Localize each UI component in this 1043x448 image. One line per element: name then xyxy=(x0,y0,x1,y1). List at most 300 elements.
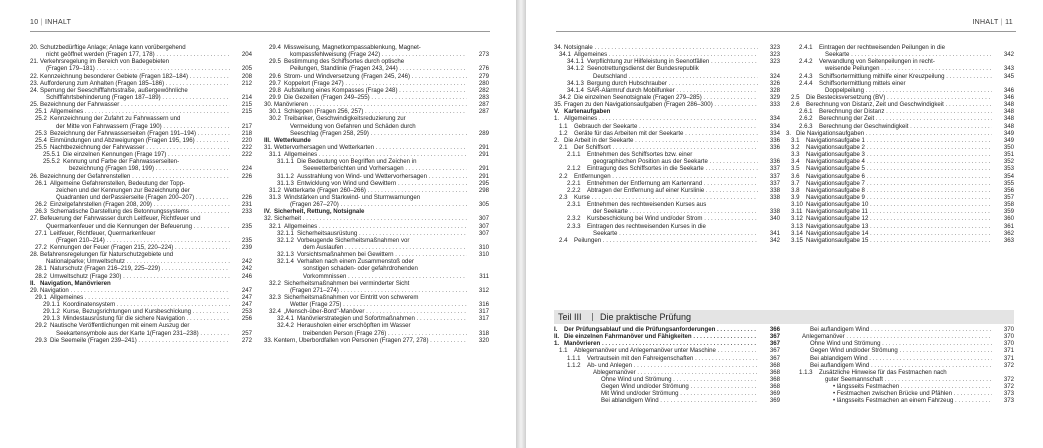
toc-entry-number: 24. xyxy=(30,86,39,94)
toc-entry-number: 1. xyxy=(554,115,560,123)
toc-entry-title: nicht geöffnet werden (Fragen 177, 178) . . . xyxy=(46,51,230,58)
toc-entry xyxy=(264,87,489,94)
toc-entry-page: 371 xyxy=(1003,354,1014,362)
toc-entry-number: 28.2 xyxy=(35,272,47,280)
toc-entry-number: IV. xyxy=(264,208,271,216)
toc-entry-number: 32.3 xyxy=(269,293,281,301)
toc-entry-title: Navigationsaufgabe 4 . . . xyxy=(806,158,992,165)
toc-entry-number: 26.3 xyxy=(35,208,47,216)
toc-entry-page: 323 xyxy=(769,51,780,59)
toc-entry-number: 2.4.2 xyxy=(799,58,813,66)
toc-entry xyxy=(30,258,252,265)
toc-entry-number: 25.5 xyxy=(35,143,47,151)
toc-entry xyxy=(786,130,1014,137)
toc-entry-page: 349 xyxy=(1003,129,1014,137)
toc-entry-title: Navigationsaufgabe 15 . . . xyxy=(806,237,992,244)
toc-entry-page: 357 xyxy=(1003,193,1014,201)
toc-entry-title: Die Gezeiten (Fragen 249–255) . . . xyxy=(284,94,467,101)
toc-entry-number: 35. xyxy=(554,101,563,109)
toc-entry-title: Ohne Wind und Strömung . . . xyxy=(601,376,758,383)
toc-entry-title: Bei auflandigem Wind . . . xyxy=(810,326,992,333)
toc-entry-title: Sicherheit . . . xyxy=(274,215,467,222)
toc-entry-number: 25.5.2 xyxy=(43,158,60,166)
toc-entry-page: 329 xyxy=(769,93,780,101)
toc-entry xyxy=(264,108,489,115)
toc-entry-title: Vorbeugende Sicherheitsmaßnahmen vor xyxy=(297,236,410,244)
toc-entry-title: SAR-Alarmruf durch Mobilfunker . . . xyxy=(587,87,758,94)
toc-entry-number: 28. xyxy=(30,251,39,259)
toc-entry-number: 26. xyxy=(30,172,39,180)
toc-entry-number: 28.1 xyxy=(35,265,47,273)
toc-entry-page: 367 xyxy=(769,354,780,362)
toc-entry-number: 30.1 xyxy=(269,108,281,116)
toc-entry-page: 367 xyxy=(769,333,780,341)
toc-entry-page: 352 xyxy=(1003,158,1014,166)
toc-entry xyxy=(786,208,1014,215)
toc-entry-title: Seekarte . . . xyxy=(825,51,992,58)
toc-column-6 xyxy=(786,326,1014,405)
toc-entry-title: Schutzbedürftige Anlage; Anlage kann vorübergehend xyxy=(40,44,186,51)
toc-entry-page: 336 xyxy=(769,136,780,144)
toc-entry-number: 3.12 xyxy=(791,215,803,223)
toc-entry xyxy=(554,158,780,165)
toc-entry xyxy=(786,340,1014,347)
toc-entry-title: Seekarte . . . xyxy=(593,230,758,237)
toc-entry-page: 348 xyxy=(1003,101,1014,109)
toc-entry-title: Die Bedeutung von Begriffen und Zeichen in xyxy=(297,158,417,166)
toc-entry-title: Eintragung des Schiffsortes in die Seekarte . . . xyxy=(587,165,758,172)
toc-entry-title: Eintragen des rechtweisenden Kurses in die xyxy=(587,222,706,230)
toc-entry-page: 318 xyxy=(478,329,489,337)
toc-entry-number: 2.6.3 xyxy=(799,122,813,130)
toc-entry-title: Navigationsaufgabe 9 . . . xyxy=(806,194,992,201)
toc-entry-page: 247 xyxy=(241,286,252,294)
toc-entry xyxy=(30,73,252,80)
toc-entry-page: 305 xyxy=(478,201,489,209)
toc-entry-number: 31.1 xyxy=(269,151,281,159)
toc-entry xyxy=(786,165,1014,172)
toc-entry-page: 373 xyxy=(1003,397,1014,405)
toc-entry-title: dem Auslaufen . . . xyxy=(303,244,467,251)
toc-entry xyxy=(554,215,780,222)
toc-entry-title: Ab- und Anlegen . . . xyxy=(587,362,758,369)
toc-entry-title: Navigationsaufgabe 12 . . . xyxy=(806,215,992,222)
toc-entry-page: 367 xyxy=(769,340,780,348)
toc-entry-title: Entnehmen der Entfernung am Kartenrand . . . xyxy=(587,180,758,187)
toc-entry-number: 32.1.2 xyxy=(277,236,294,244)
toc-entry xyxy=(786,151,1014,158)
toc-entry-title: weisende Peilungen . . . xyxy=(825,65,992,72)
toc-entry-title: (Fragen 271–274) . . . xyxy=(290,287,467,294)
toc-entry-title: Mindestausrüstung für die sichere Navigation . . . xyxy=(63,315,230,322)
toc-entry-page: 316 xyxy=(478,301,489,309)
toc-entry-title: Navigationsaufgabe 7 . . . xyxy=(806,180,992,187)
toc-column-2 xyxy=(264,44,489,344)
toc-entry-number: 1.1.3 xyxy=(799,368,813,376)
right-header-rule xyxy=(556,31,1016,32)
toc-entry xyxy=(30,301,252,308)
toc-entry-number: 29.7 xyxy=(269,79,281,87)
toc-entry-page: 226 xyxy=(241,193,252,201)
toc-entry-number: 29. xyxy=(30,286,39,294)
toc-column-5 xyxy=(554,326,780,405)
toc-entry xyxy=(554,137,780,144)
toc-entry xyxy=(786,326,1014,333)
toc-entry xyxy=(264,123,489,130)
toc-entry xyxy=(30,322,252,329)
toc-entry-page: 358 xyxy=(1003,201,1014,209)
toc-entry-title: Bergung durch Hubschrauber . . . xyxy=(587,80,758,87)
toc-entry xyxy=(554,397,780,404)
toc-entry-title: Befahrensregelungen für Naturschutzgebiete und xyxy=(40,251,174,259)
toc-entry xyxy=(30,273,252,280)
toc-entry-number: 2.3.2 xyxy=(567,215,581,223)
toc-entry-number: 34.1 xyxy=(559,51,571,59)
toc-entry-number: 3.4 xyxy=(791,158,800,166)
toc-entry-title: Berechnung der Geschwindigkeit . . . xyxy=(819,123,992,130)
toc-entry-page: 353 xyxy=(1003,165,1014,173)
toc-entry-page: 328 xyxy=(769,86,780,94)
toc-entry-page: 212 xyxy=(241,79,252,87)
toc-entry-number: 3.6 xyxy=(791,172,800,180)
toc-entry-title: Der Schiffsort . . . xyxy=(574,144,758,151)
toc-entry xyxy=(30,165,252,172)
toc-entry xyxy=(786,65,1014,72)
toc-entry xyxy=(786,333,1014,340)
toc-entry-page: 307 xyxy=(478,215,489,223)
toc-entry xyxy=(264,94,489,101)
toc-entry-number: 29.6 xyxy=(269,72,281,80)
toc-entry-number: 34. xyxy=(554,44,563,51)
toc-entry-page: 283 xyxy=(478,93,489,101)
toc-entry-title: geographischen Position aus der Seekarte . . . xyxy=(593,158,758,165)
toc-entry-number: 33. xyxy=(264,336,273,344)
toc-entry-page: 369 xyxy=(769,390,780,398)
toc-entry-number: 3.9 xyxy=(791,193,800,201)
toc-entry-page: 343 xyxy=(1003,65,1014,73)
toc-entry xyxy=(264,201,489,208)
toc-entry-title: Allgemeines . . . xyxy=(574,51,758,58)
toc-entry-title: der Seekarte . . . xyxy=(593,208,758,215)
toc-entry-number: 27.1 xyxy=(35,229,47,237)
toc-entry-page: 235 xyxy=(241,222,252,230)
toc-entry xyxy=(786,51,1014,58)
toc-entry xyxy=(264,230,489,237)
toc-entry-title: Naturschutz (Fragen 216–219, 225–229) . . . xyxy=(50,265,230,272)
left-page-number: 10 xyxy=(30,19,39,26)
toc-entry-number: 1.1.1 xyxy=(567,354,581,362)
toc-entry-page: 338 xyxy=(769,208,780,216)
toc-entry xyxy=(786,80,1014,87)
toc-entry-title: (Fragen 210–214) . . . xyxy=(56,237,230,244)
toc-entry-page: 218 xyxy=(241,129,252,137)
toc-entry xyxy=(554,237,780,244)
toc-entry-number: 34.1.1 xyxy=(567,58,584,66)
toc-entry xyxy=(554,101,780,108)
toc-entry-number: 1.1 xyxy=(559,347,568,355)
toc-entry-title: Vorsichtsmaßnahmen bei Gewittern . . . xyxy=(297,251,467,258)
toc-entry-page: 338 xyxy=(769,186,780,194)
toc-entry-title: Bei ablandigem Wind . . . xyxy=(601,397,758,404)
toc-entry-number: 25.1 xyxy=(35,108,47,116)
toc-entry-page: 367 xyxy=(769,347,780,355)
toc-entry-page: 359 xyxy=(1003,208,1014,216)
toc-entry-page: 224 xyxy=(241,165,252,173)
toc-entry-number: 2.1.2 xyxy=(567,165,581,173)
toc-entry-page: 287 xyxy=(478,101,489,109)
toc-entry-title: der Mitte von Fahrwassern (Frage 190) . . . xyxy=(56,123,230,130)
toc-entry-number: 32.1.1 xyxy=(277,229,294,237)
toc-entry-title: Abtragen der Entfernung auf einer Kurslinie . . . xyxy=(587,187,758,194)
toc-entry-title: Schleppen (Fragen 256, 257) . . . xyxy=(284,108,467,115)
toc-entry xyxy=(786,94,1014,101)
toc-entry xyxy=(554,390,780,397)
toc-entry-title: Nationalparke; Umweltschutz . . . xyxy=(46,258,230,265)
toc-entry-number: 25.3 xyxy=(35,129,47,137)
left-page xyxy=(0,0,516,448)
toc-entry xyxy=(786,173,1014,180)
toc-column-3 xyxy=(554,44,780,244)
toc-entry-page: 368 xyxy=(769,375,780,383)
toc-entry xyxy=(30,337,252,344)
toc-entry-number: 31.3 xyxy=(269,193,281,201)
toc-entry xyxy=(786,362,1014,369)
toc-entry xyxy=(30,151,252,158)
toc-entry-page: 337 xyxy=(769,179,780,187)
toc-entry xyxy=(554,187,780,194)
toc-entry-number: 34.1.3 xyxy=(567,79,584,87)
toc-entry xyxy=(30,251,252,258)
toc-entry xyxy=(30,201,252,208)
toc-entry-page: 350 xyxy=(1003,143,1014,151)
toc-entry-title: Bestimmung des Schiffsortes durch optische xyxy=(284,58,405,66)
toc-entry-number: 32.1.3 xyxy=(277,251,294,259)
toc-entry-page: 214 xyxy=(241,93,252,101)
toc-entry xyxy=(30,308,252,315)
toc-entry-title: Treibanker, Geschwindigkeitsreduzierung zur xyxy=(284,115,406,123)
toc-entry xyxy=(264,215,489,222)
toc-entry-title: Aufstellung eines Kompasses (Frage 248) . . . xyxy=(284,87,467,94)
toc-entry-number: 3.3 xyxy=(791,151,800,159)
toc-entry-title: Ablegemanöver . . . xyxy=(593,369,758,376)
toc-entry xyxy=(264,208,489,215)
toc-entry-page: 334 xyxy=(769,115,780,123)
toc-entry-title: Entnehmen des rechtweisenden Kurses aus xyxy=(587,201,707,209)
toc-entry-title: treibenden Person (Frage 276) . . . xyxy=(303,330,467,337)
toc-entry-title: Die Bestecksversetzung (BV) . . . xyxy=(806,94,992,101)
toc-entry xyxy=(554,94,780,101)
toc-entry-title: Peilungen . . . xyxy=(574,237,758,244)
toc-entry xyxy=(554,44,780,51)
toc-entry-number: 25. xyxy=(30,101,39,109)
toc-entry-number: 27. xyxy=(30,215,39,223)
toc-entry-page: 349 xyxy=(1003,136,1014,144)
toc-entry-title: Navigationsaufgabe 5 . . . xyxy=(806,165,992,172)
toc-entry-number: 2.6.1 xyxy=(799,108,813,116)
toc-entry xyxy=(786,44,1014,51)
toc-entry-page: 346 xyxy=(1003,86,1014,94)
toc-entry-number: 34.1.2 xyxy=(567,65,584,73)
toc-entry-page: 368 xyxy=(769,361,780,369)
toc-entry xyxy=(554,165,780,172)
toc-entry-number: 2. xyxy=(554,136,560,144)
toc-entry xyxy=(264,137,489,144)
toc-entry-title: Kentern, Überbordfallen von Personen (Fragen 277, 278) . . . xyxy=(274,337,467,344)
toc-entry xyxy=(554,376,780,383)
toc-entry-title: Vorkommnissen . . . xyxy=(303,273,467,280)
toc-entry-number: 31. xyxy=(264,143,273,151)
toc-entry-number: 20. xyxy=(30,44,39,51)
toc-entry-page: 317 xyxy=(478,315,489,323)
toc-entry-title: Allgemeines . . . xyxy=(50,108,230,115)
section-heading xyxy=(554,306,1014,326)
toc-entry xyxy=(554,73,780,80)
toc-entry-number: 25.5.1 xyxy=(43,151,60,159)
toc-entry-title: Kennzeichnung besonderer Gebiete (Fragen 182–184) . . . xyxy=(40,73,230,80)
toc-entry-page: 222 xyxy=(241,151,252,159)
toc-entry-title: Mit Wind und/oder Strömung . . . xyxy=(601,390,758,397)
toc-entry-page: 370 xyxy=(1003,326,1014,333)
toc-entry xyxy=(264,44,489,51)
toc-entry-title: Aufforderung zum Anhalten (Fragen 185–186) . . . xyxy=(40,80,230,87)
right-page xyxy=(526,0,1043,448)
toc-entry-title: Seekartensymbole aus der Karte 1(Fragen 231–238) . . . xyxy=(56,330,230,337)
toc-entry-number: 25.2 xyxy=(35,115,47,123)
toc-entry-number: 31.2 xyxy=(269,186,281,194)
toc-entry xyxy=(30,223,252,230)
toc-entry xyxy=(554,201,780,208)
toc-entry-title: Kursbeschickung bei Wind und/oder Strom . . . xyxy=(587,215,758,222)
toc-entry-number: 26.2 xyxy=(35,201,47,209)
toc-entry-page: 287 xyxy=(478,108,489,116)
toc-entry-title: Zusätzliche Hinweise für das Festmachen nach xyxy=(819,368,947,376)
toc-entry-title: Navigation . . . xyxy=(40,287,230,294)
toc-entry xyxy=(264,187,489,194)
toc-entry-page: 312 xyxy=(478,286,489,294)
toc-entry-title: Wetterkunde xyxy=(274,136,311,144)
toc-entry-title: Manövrierstrategien und Sofortmaßnahmen . . . xyxy=(297,315,467,322)
toc-entry-page: 373 xyxy=(1003,390,1014,398)
toc-entry xyxy=(554,347,780,354)
toc-entry xyxy=(786,108,1014,115)
toc-entry-number: 2.3.1 xyxy=(567,201,581,209)
toc-entry xyxy=(786,397,1014,404)
toc-entry xyxy=(30,80,252,87)
toc-entry-page: 348 xyxy=(1003,115,1014,123)
toc-entry xyxy=(30,58,252,65)
toc-entry xyxy=(786,230,1014,237)
toc-entry-title: Navigationsaufgabe 13 . . . xyxy=(806,223,992,230)
toc-entry-title: sonstigen schaden- oder gefahrdrohenden xyxy=(303,265,418,273)
toc-entry-page: 307 xyxy=(478,229,489,237)
toc-entry-title: Missweisung, Magnetkompassablenkung, Magnet- xyxy=(284,44,421,51)
toc-entry-title: Wettervorhersagen und Wetterkarten . . . xyxy=(274,144,467,151)
toc-entry-title: Navigationsaufgabe 10 . . . xyxy=(806,201,992,208)
toc-entry-number: 30. xyxy=(264,101,273,109)
toc-entry xyxy=(786,383,1014,390)
toc-entry-title: Navigationsaufgabe 6 . . . xyxy=(806,173,992,180)
toc-entry-page: 345 xyxy=(1003,72,1014,80)
toc-entry xyxy=(30,280,252,287)
toc-entry-title: Sicherheitsausrüstung . . . xyxy=(297,230,467,237)
toc-entry-title: Geräte für das Arbeiten mit der Seekarte . . . xyxy=(574,130,758,137)
toc-entry-title: Eintragen der rechtweisenden Peilungen in die xyxy=(819,44,946,51)
toc-entry-title: Navigationsaufgabe 14 . . . xyxy=(806,230,992,237)
toc-entry xyxy=(30,244,252,251)
toc-entry-title: Nachtbezeichnung der Fahrwasser . . . xyxy=(50,144,230,151)
toc-entry-number: 2.3.3 xyxy=(567,222,581,230)
toc-entry-number: 32.1.4 xyxy=(277,258,294,266)
toc-entry xyxy=(264,130,489,137)
toc-entry xyxy=(30,230,252,237)
toc-entry-page: 298 xyxy=(478,186,489,194)
toc-entry-title: Bezeichnung der Gefahrenstellen . . . xyxy=(40,173,230,180)
toc-entry xyxy=(264,258,489,265)
toc-entry-page: 366 xyxy=(769,326,780,333)
toc-entry-title: • Festmachen zwischen Brücke und Pfählen . . . xyxy=(833,390,992,397)
toc-entry xyxy=(786,87,1014,94)
toc-entry-title: Kurse, Bezugsrichtungen und Kursbeschickung . . . xyxy=(63,308,230,315)
left-header-rule xyxy=(30,31,490,32)
toc-entry-title: Bezeichnung der Fahrwasserseiten (Fragen 191–194) . . . xyxy=(50,130,230,137)
toc-entry xyxy=(554,58,780,65)
toc-entry-page: 247 xyxy=(241,301,252,309)
toc-entry-number: 1.1.2 xyxy=(567,361,581,369)
toc-entry xyxy=(30,130,252,137)
toc-entry-page: 371 xyxy=(1003,347,1014,355)
toc-entry-number: 25.4 xyxy=(35,136,47,144)
toc-entry xyxy=(554,108,780,115)
toc-entry-number: 27.2 xyxy=(35,243,47,251)
toc-entry-page: 272 xyxy=(241,336,252,344)
toc-entry xyxy=(554,151,780,158)
toc-entry-page: 226 xyxy=(241,172,252,180)
toc-entry-page: 336 xyxy=(769,158,780,166)
toc-entry xyxy=(786,376,1014,383)
toc-entry-title: Seewetterberichten und Vorhersagen . . . xyxy=(303,165,467,172)
toc-entry-page: 372 xyxy=(1003,375,1014,383)
toc-entry xyxy=(30,237,252,244)
toc-entry-title: Verkehrsregelung im Bereich von Badegebieten xyxy=(40,58,170,66)
toc-entry-number: 29.1.1 xyxy=(43,301,60,309)
toc-entry-title: Navigationsaufgabe 2 . . . xyxy=(806,144,992,151)
toc-entry-page: 356 xyxy=(1003,186,1014,194)
toc-entry xyxy=(786,223,1014,230)
toc-entry xyxy=(30,65,252,72)
toc-entry-page: 253 xyxy=(241,308,252,316)
toc-entry-page: 205 xyxy=(241,65,252,73)
toc-entry xyxy=(264,265,489,272)
toc-entry-page: 280 xyxy=(478,79,489,87)
toc-entry-page: 326 xyxy=(769,79,780,87)
toc-entry-page: 276 xyxy=(478,65,489,73)
toc-entry-number: II. xyxy=(30,279,36,287)
toc-entry-page: 340 xyxy=(769,215,780,223)
toc-entry xyxy=(786,137,1014,144)
toc-entry-page: 295 xyxy=(478,179,489,187)
toc-entry-title: Windstärken und Starkwind- und Sturmwarnungen xyxy=(284,193,421,201)
toc-entry-page: 317 xyxy=(478,308,489,316)
toc-entry-number: 29.4 xyxy=(269,44,281,51)
toc-entry-page: 342 xyxy=(1003,51,1014,59)
toc-entry xyxy=(30,187,252,194)
toc-entry-page: 320 xyxy=(478,336,489,344)
toc-entry-title: Die einzelnen Fahrmanöver und Fähigkeiten . . . xyxy=(564,333,758,340)
toc-entry-title: Sicherheit, Rettung, Notsignale xyxy=(274,208,365,216)
toc-entry-title: Berechnung der Zeit . . . xyxy=(819,115,992,122)
toc-entry-page: 341 xyxy=(769,229,780,237)
toc-entry xyxy=(264,287,489,294)
